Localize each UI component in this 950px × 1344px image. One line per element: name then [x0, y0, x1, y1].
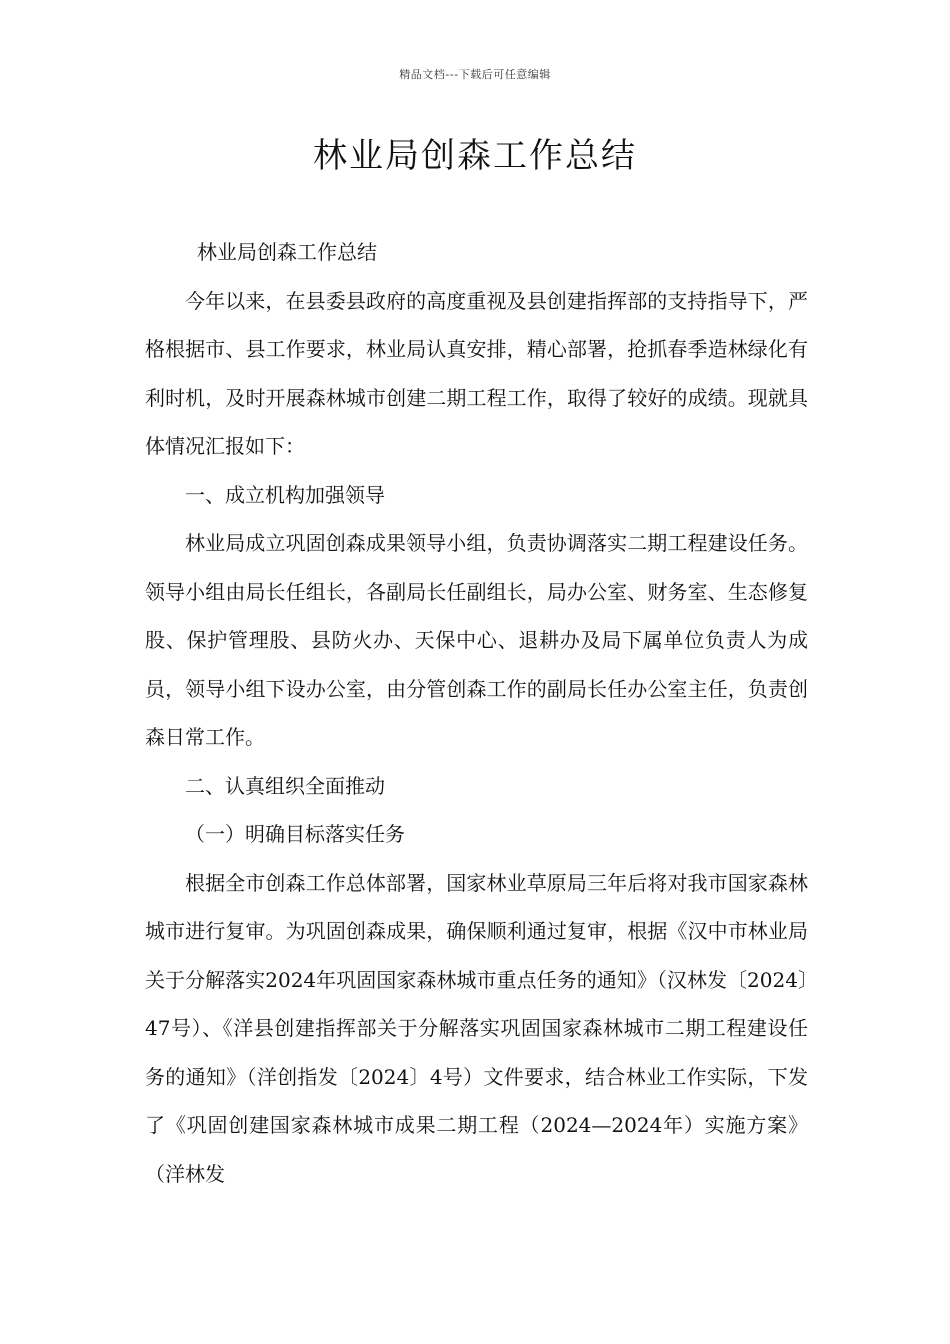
paragraph-section-2-1: 根据全市创森工作总体部署，国家林业草原局三年后将对我市国家森林城市进行复审。为巩固创森成果，确保顺利通过复审，根据《汉中市林业局关于分解落实2024年巩固国家森林城市重点任务的通知》（汉林发〔2024〕47号）、《洋县创建指挥部关于分解落实巩固国家森林城市二期工程建设任务的通知》（洋创指发〔2024〕4号）文件要求，结合林业工作实际，下发了《巩固创建国家森林城市成果二期工程（2024—2024年）实施方案》（洋林发 [145, 870, 808, 1186]
document-body [145, 228, 808, 1198]
section-heading-1: 一、成立机构加强领导 [185, 482, 385, 507]
paragraph-section-1: 林业局成立巩固创森成果领导小组，负责协调落实二期工程建设任务。领导小组由局长任组长，各副局长任副组长，局办公室、财务室、生态修复股、保护管理股、县防火办、天保中心、退耕办及局下属单位负责人为成员，领导小组下设办公室，由分管创森工作的副局长任办公室主任，负责创森日常工作。 [145, 531, 808, 749]
section-heading-2: 二、认真组织全面推动 [185, 773, 385, 798]
subsection-heading-2-1: （一）明确目标落实任务 [185, 822, 405, 846]
document-title: 林业局创森工作总结 [313, 136, 637, 176]
paragraph-subtitle: 林业局创森工作总结 [197, 240, 377, 264]
page-header-note: 精品文档---下载后可任意编辑 [399, 68, 551, 81]
paragraph-intro: 今年以来，在县委县政府的高度重视及县创建指挥部的支持指导下，严格根据市、县工作要求，林业局认真安排，精心部署，抢抓春季造林绿化有利时机，及时开展森林城市创建二期工程工作，取得了较好的成绩。现就具体情况汇报如下： [145, 288, 808, 458]
